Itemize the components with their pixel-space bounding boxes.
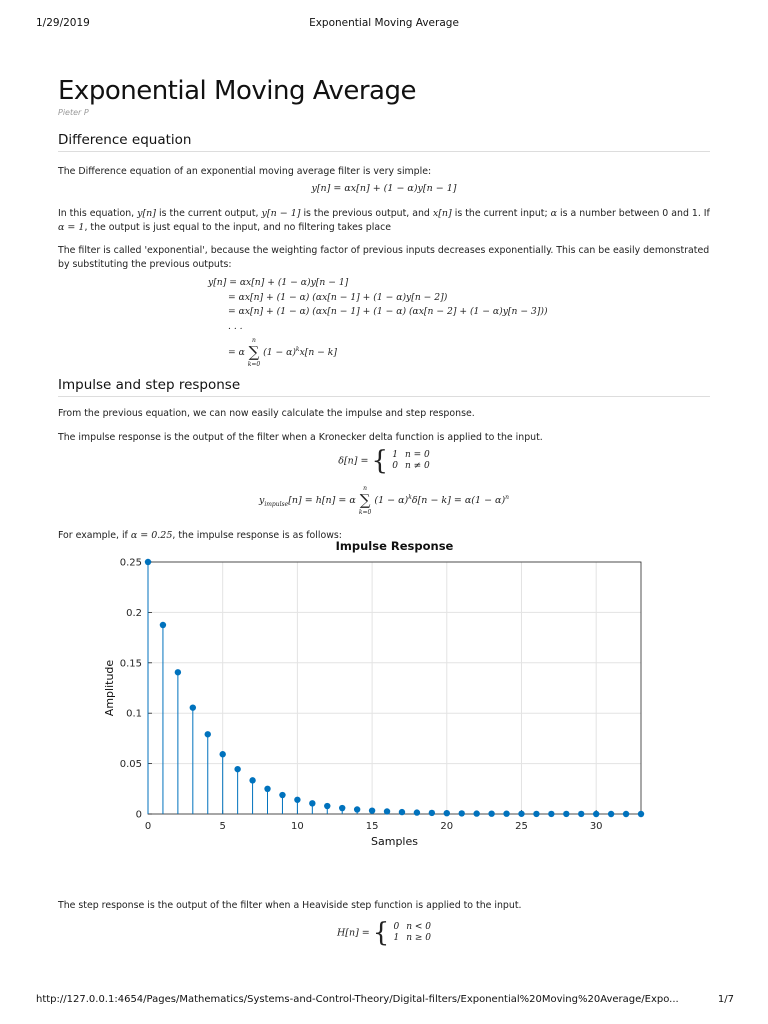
y-tick-label: 0.15 [119,658,142,670]
author: Pieter P [58,108,89,117]
stem-marker [623,811,629,817]
exponent: k [408,493,412,501]
derivation-line: . . . [228,320,243,332]
heaviside-definition [58,920,710,946]
math: y[n − 1] [261,208,301,219]
sigma: ∑ [359,491,371,509]
y-tick-label: 0.25 [119,557,142,569]
impulse-response-chart [98,539,678,896]
text: is a number between 0 and 1. If [557,208,710,219]
x-tick-label: 30 [589,821,603,832]
stem-marker [249,777,255,783]
page-number: 1/7 [717,994,734,1005]
stem-marker [518,811,524,817]
case-condition: n = 0 [404,450,430,460]
case-value: 0 [393,922,400,932]
sum-upper: n [363,485,368,492]
stem-marker [264,786,270,792]
stem-marker [234,766,240,772]
stem-marker [488,810,494,816]
y-tick-label: 0.2 [126,607,142,619]
text: , the impulse response is as follows: [172,530,342,541]
stem-marker [219,751,225,757]
text: (1 − α) [263,347,296,358]
x-tick-label: 0 [144,821,152,832]
cases [388,450,430,472]
derivation-line: y[n] = αx[n] + (1 − α)y[n − 1] [208,277,349,288]
math: y[n] [137,208,157,219]
math: x[n] [432,208,452,219]
case-condition: n < 0 [406,922,432,932]
stem-marker [205,731,211,737]
delta-definition [58,448,710,474]
impulse-intro: From the previous equation, we can now easily calculate the impulse and step response. [58,408,475,419]
stem-marker [175,669,181,675]
x-tick-label: 25 [515,821,528,832]
stem-marker [309,800,315,806]
stem-marker [160,622,166,628]
text: δ[n − k] = α(1 − α) [411,495,506,506]
stem-marker [548,811,554,817]
stem-marker [444,810,450,816]
text: = α [228,347,245,358]
sum-lower: k=0 [358,509,372,516]
chart-title: Impulse Response [335,539,454,553]
intro-paragraph: The Difference equation of an exponential moving average filter is very simple: [58,166,432,177]
stem-marker [533,811,539,817]
stem-marker [414,809,420,815]
x-tick-label: 15 [365,821,379,832]
page-title: Exponential Moving Average [58,76,416,106]
exponential-paragraph: The filter is called 'exponential', because the weighting factor of previous inputs decreases exponentially. This can be easily demonstrated by substituting the previous outputs: [58,245,710,270]
derivation-line: = αx[n] + (1 − α) (αx[n − 1] + (1 − α) (αx[n − 2] + (1 − α)y[n − 3])) [228,306,548,317]
text: H[n] = [336,927,370,939]
plot-frame [148,562,641,814]
case-condition: n ≠ 0 [404,461,430,471]
print-header [0,17,768,31]
x-tick-label: 5 [219,821,226,832]
kronecker-paragraph: The impulse response is the output of the filter when a Kronecker delta function is applied to the input. [58,432,543,443]
text: [n] = h[n] = α [288,495,356,506]
case-value: 1 [393,933,400,943]
cases [389,922,431,944]
text: is the current input; [451,208,551,219]
stem-marker [384,808,390,814]
equation-explanation [58,207,710,235]
text: is the current output, [156,208,262,219]
stem-marker [294,797,300,803]
difference-equation: y[n] = αx[n] + (1 − α)y[n − 1] [311,183,457,194]
math: α [550,208,558,219]
exponent: k [295,345,300,353]
subscript: impulse [264,500,289,508]
brace: { [372,918,390,948]
x-tick-label: 10 [291,821,304,832]
x-tick-label: 20 [440,821,454,832]
stem-marker [563,811,569,817]
text: (1 − α) [374,495,409,506]
print-title: Exponential Moving Average [309,17,459,29]
text: δ[n] = [338,455,369,467]
sum-lower: k=0 [247,361,261,368]
stem-marker [429,810,435,816]
case-condition: n ≥ 0 [406,933,432,943]
derivation-line: = αx[n] + (1 − α) (αx[n − 1] + (1 − α)y[n − 2]) [228,291,448,303]
summation [248,336,260,369]
derivation-line [208,336,548,369]
brace: { [371,446,389,476]
stem-marker [578,811,584,817]
derivation [208,276,548,369]
stem-marker [473,810,479,816]
stem-marker [399,809,405,815]
print-footer [0,994,768,1008]
text: y [258,495,265,506]
print-url: http://127.0.0.1:4654/Pages/Mathematics/Systems-and-Control-Theory/Digital-filters/Exponential%20Moving%20Average/Expo... [36,994,679,1005]
section-heading-difference-equation: Difference equation [58,132,710,152]
stem-marker [145,559,151,565]
chart-svg [98,539,678,892]
text: x[n − k] [299,347,337,358]
stem-marker [638,811,644,817]
stem-marker [503,810,509,816]
exponent: n [505,493,510,501]
step-paragraph: The step response is the output of the filter when a Heaviside step function is applied to the input. [58,900,522,911]
stem-marker [354,806,360,812]
text: , the output is just equal to the input, and no filtering takes place [84,222,392,233]
y-tick-label: 0 [135,809,142,821]
math: α = 0.25 [130,530,173,541]
stem-marker [608,811,614,817]
y-tick-label: 0.05 [119,759,142,771]
y-axis-label: Amplitude [103,659,116,717]
y-tick-label: 0.1 [126,708,142,720]
case-value: 1 [392,450,398,460]
text: For example, if [58,530,131,541]
case-value: 0 [392,461,398,471]
stem-marker [190,704,196,710]
stem-marker [369,807,375,813]
stem-marker [279,792,285,798]
math: α = 1 [58,222,85,233]
x-axis-label: Samples [371,835,418,848]
text: is the previous output, and [300,208,433,219]
sigma: ∑ [248,343,260,361]
impulse-equation [58,484,710,517]
print-date: 1/29/2019 [36,17,90,29]
text: In this equation, [58,208,138,219]
stem-marker [339,805,345,811]
section-heading-impulse-step: Impulse and step response [58,377,710,397]
stem-marker [459,810,465,816]
stem-marker [593,811,599,817]
sum-upper: n [252,337,256,344]
stem-marker [324,803,330,809]
summation [359,484,371,517]
